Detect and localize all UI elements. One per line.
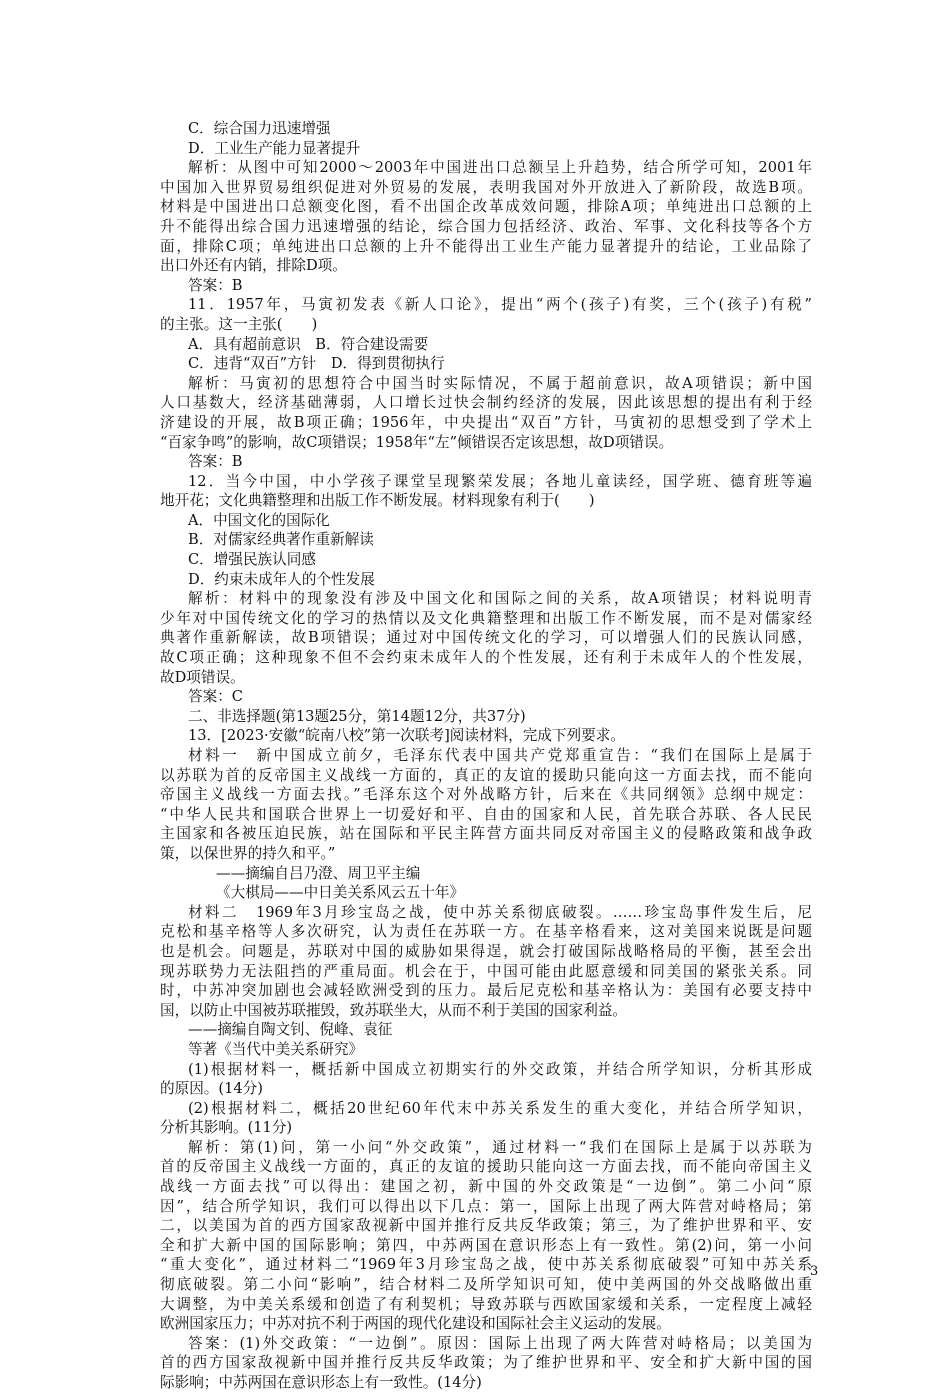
text-line: (1)根据材料一，概括新中国成立初期实行的外交政策，并结合所学知识，分析其形成 bbox=[188, 1060, 812, 1078]
text-line: 人口基数大，经济基础薄弱，人口增长过快会制约经济的发展，因此该思想的提出有利于经 bbox=[160, 394, 812, 412]
text-line: D．约束未成年人的个性发展 bbox=[188, 570, 375, 588]
text-line: 出口外还有内销，排除D项。 bbox=[160, 257, 347, 275]
text-line: 现苏联势力无法阻挡的严重局面。机会在于，中国可能由此愿意缓和同美国的紧张关系。同 bbox=[160, 962, 812, 980]
text-line: 解析：从图中可知2000～2003年中国进出口总额呈上升趋势，结合所学可知，2001年 bbox=[188, 159, 812, 177]
text-line: 克松和基辛格等人多次研究，认为责任在苏联一方。在基辛格看来，这对美国来说既是问题 bbox=[160, 923, 812, 941]
text-line: C．违背“双百”方针 D．得到贯彻执行 bbox=[188, 355, 445, 373]
text-line: 11．1957年，马寅初发表《新人口论》，提出“两个(孩子)有奖，三个(孩子)有税” bbox=[188, 296, 812, 314]
text-line: 解析：马寅初的思想符合中国当时实际情况，不属于超前意识，故A项错误；新中国 bbox=[188, 374, 812, 392]
text-line: 济建设的开展，故B项正确；1956年，中央提出“双百”方针，马寅初的思想受到了学术上 bbox=[160, 413, 812, 431]
text-line: 的原因。(14分) bbox=[160, 1080, 263, 1098]
text-line: 答案：B bbox=[188, 276, 243, 294]
text-line: A．中国文化的国际化 bbox=[188, 511, 330, 529]
text-line: 解析：材料中的现象没有涉及中国文化和国际之间的关系，故A项错误；材料说明青 bbox=[188, 590, 812, 608]
text-line: 答案：(1)外交政策：“一边倒”。原因：国际上出现了两大阵营对峙格局；以美国为 bbox=[188, 1334, 812, 1352]
text-line: D．工业生产能力显著提升 bbox=[188, 139, 361, 157]
text-line: 战线一方面去找”可以得出：建国之初，新中国的外交政策是“一边倒”。第二小问“原 bbox=[160, 1178, 812, 1196]
text-line: ——摘编自吕乃澄、周卫平主编 bbox=[216, 864, 421, 882]
text-line: 全和扩大新中国的国际影响；第四，中苏两国在意识形态上有一致性。第(2)问，第一小问 bbox=[160, 1236, 812, 1254]
text-line: B．对儒家经典著作重新解读 bbox=[188, 531, 374, 549]
text-line: 等著《当代中美关系研究》 bbox=[188, 1040, 364, 1058]
text-line: 二、非选择题(第13题25分，第14题12分，共37分) bbox=[188, 707, 526, 725]
text-line: 材料二 1969年3月珍宝岛之战，使中苏关系彻底破裂。……珍宝岛事件发生后，尼 bbox=[188, 903, 812, 921]
text-line: 际影响；中苏两国在意识形态上有一致性。(14分) bbox=[160, 1374, 482, 1391]
text-line: 材料是中国进出口总额变化图，看不出国企改革成效问题，排除A项；单纯进出口总额的上 bbox=[160, 198, 812, 216]
text-line: C．综合国力迅速增强 bbox=[188, 120, 331, 137]
text-line: C．增强民族认同感 bbox=[188, 551, 316, 569]
text-line: 首的反帝国主义战线一方面的，真正的友谊的援助只能向这一方面去找，而不能向帝国主义 bbox=[160, 1158, 812, 1176]
text-line: (2)根据材料二，概括20世纪60年代末中苏关系发生的重大变化，并结合所学知识， bbox=[188, 1099, 812, 1117]
text-line: 典著作重新解读，故B项错误；通过对中国传统文化的学习，可以增强人们的民族认同感， bbox=[160, 629, 812, 647]
text-line: 《大棋局——中日美关系风云五十年》 bbox=[216, 884, 465, 902]
page-number: 3 bbox=[810, 1264, 819, 1279]
text-line: 彻底破裂。第二小问“影响”，结合材料二及所学知识可知，使中美两国的外交战略做出重 bbox=[160, 1276, 812, 1294]
text-line: 因”，结合所学知识，我们可以得出以下几点：第一，国际上出现了两大阵营对峙格局；第 bbox=[160, 1197, 812, 1215]
text-line: 首的西方国家敌视新中国并推行反共反华政策；为了维护世界和平、安全和扩大新中国的国 bbox=[160, 1354, 812, 1372]
text-line: 面，排除C项；单纯进出口总额的上升不能得出工业生产能力显著提升的结论，工业品除了 bbox=[160, 237, 812, 255]
text-line: 少年对中国传统文化的学习的热情以及文化典籍整理和出版工作不断发展，而不是对儒家经 bbox=[160, 609, 812, 627]
text-line: “重大变化”，通过材料二“1969年3月珍宝岛之战，使中苏关系彻底破裂”可知中苏关系 bbox=[160, 1256, 812, 1274]
text-line: “百家争鸣”的影响，故C项错误；1958年“左”倾错误否定该思想，故D项错误。 bbox=[160, 433, 674, 451]
text-line: 故D项错误。 bbox=[160, 668, 245, 686]
text-line: A．具有超前意识 B．符合建设需要 bbox=[188, 335, 429, 353]
text-line: 升不能得出综合国力迅速增强的结论，综合国力包括经济、政治、军事、文化科技等各个方 bbox=[160, 217, 812, 235]
page-content bbox=[160, 119, 812, 1393]
text-line: 中国加入世界贸易组织促进对外贸易的发展，表明我国对外开放进入了新阶段，故选B项。 bbox=[160, 178, 812, 196]
text-line: ——摘编自陶文钊、倪峰、袁征 bbox=[188, 1021, 393, 1039]
text-line: 故C项正确；这种现象不但不会约束未成年人的个性发展，还有利于未成年人的个性发展， bbox=[160, 649, 812, 667]
text-line: 12．当今中国，中小学孩子课堂呈现繁荣发展；各地儿童读经，国学班、德育班等遍 bbox=[188, 472, 812, 490]
text-line: 主国家和各被压迫民族，站在国际和平民主阵营方面共同反对帝国主义的侵略政策和战争政 bbox=[160, 825, 812, 843]
text-line: 以苏联为首的反帝国主义战线一方面的，真正的友谊的援助只能向这一方面去找，而不能向 bbox=[160, 766, 812, 784]
text-line: 时，中苏冲突加剧也会减轻欧洲受到的压力。最后尼克松和基辛格认为：美国有必要支持中 bbox=[160, 982, 812, 1000]
text-line: 也是机会。问题是，苏联对中国的威胁如果得逞，就会打破国际战略格局的平衡，甚至会出 bbox=[160, 942, 812, 960]
text-line: 地开花；文化典籍整理和出版工作不断发展。材料现象有利于( ) bbox=[160, 492, 595, 510]
text-line: 分析其影响。(11分) bbox=[160, 1119, 293, 1137]
text-line: 答案：B bbox=[188, 453, 243, 471]
text-line: 大调整，为中美关系缓和创造了有利契机；导致苏联与西欧国家缓和关系，一定程度上减轻 bbox=[160, 1295, 812, 1313]
text-line: 帝国主义战线一方面去找。”毛泽东这个对外战略方针，后来在《共同纲领》总纲中规定： bbox=[160, 786, 812, 804]
text-line: 答案：C bbox=[188, 688, 243, 706]
text-line: 的主张。这一主张( ) bbox=[160, 315, 318, 333]
text-line: “中华人民共和国联合世界上一切爱好和平、自由的国家和人民，首先联合苏联、各人民民 bbox=[160, 805, 812, 823]
text-line: 策，以保世界的持久和平。” bbox=[160, 844, 336, 862]
text-line: 国，以防止中国被苏联摧毁，致苏联坐大，从而不利于美国的国家利益。 bbox=[160, 1001, 628, 1019]
text-line: 13．[2023·安徽“皖南八校”第一次联考]阅读材料，完成下列要求。 bbox=[188, 727, 625, 745]
text-line: 二，以美国为首的西方国家敌视新中国并推行反共反华政策；第三，为了维护世界和平、安 bbox=[160, 1217, 812, 1235]
text-line: 解析：第(1)问，第一小问“外交政策”，通过材料一“我们在国际上是属于以苏联为 bbox=[188, 1138, 812, 1156]
text-line: 材料一 新中国成立前夕，毛泽东代表中国共产党郑重宣告：“我们在国际上是属于 bbox=[188, 747, 812, 764]
text-line: 欧洲国家压力；中苏对抗不利于两国的现代化建设和国际社会主义运动的发展。 bbox=[160, 1315, 671, 1333]
